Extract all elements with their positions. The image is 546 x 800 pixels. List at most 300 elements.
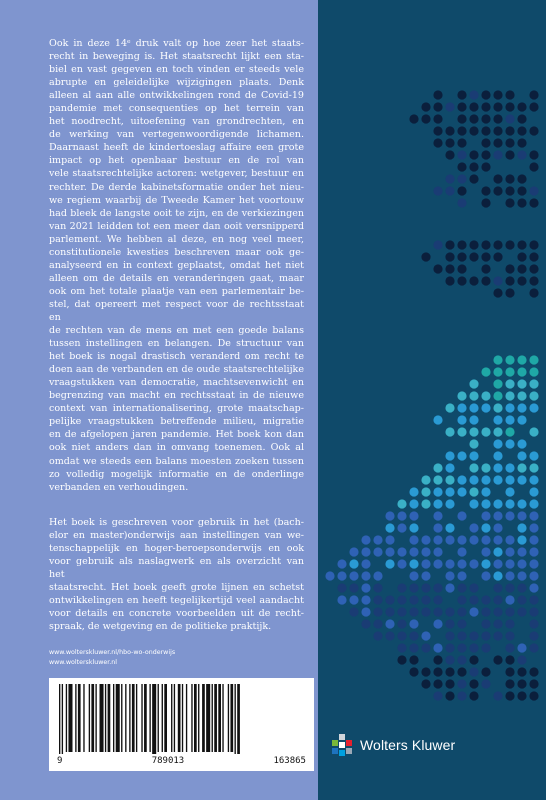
pattern-dot [469,102,478,111]
pattern-dot [457,252,466,261]
pattern-dot [421,679,430,688]
pattern-dot [529,150,538,159]
pattern-dot [493,391,502,400]
pattern-dot [517,535,526,544]
barcode-bar [91,684,94,752]
barcode-bar [125,684,126,752]
pattern-dot [529,547,538,556]
barcode-bar [66,684,67,752]
blurb-line: recht in beweging is. Het staatsrecht lijkt een sta- [49,51,304,63]
pattern-dot [409,571,418,580]
blurb-line: we regiem waarbij de Tweede Kamer het voortouw [49,194,304,206]
pattern-dot [457,643,466,652]
pattern-dot [421,535,430,544]
pattern-dot [517,102,526,111]
pattern-dot [445,619,454,628]
pattern-dot [373,571,382,580]
pattern-dot [481,198,490,207]
barcode-bar [68,684,72,752]
pattern-dot [421,571,430,580]
pattern-dot [433,240,442,249]
pattern-dot [505,102,514,111]
barcode-bars [59,684,304,754]
pattern-dot [409,114,418,123]
blurb-line: begrenzing van macht en rechtsstaat in de nieuwe [49,390,304,402]
pattern-dot [445,186,454,195]
pattern-dot [529,427,538,436]
pattern-dot [457,150,466,159]
url-hbo-wo[interactable]: www.wolterskluwer.nl/hbo-wo-onderwijs [49,649,176,656]
pattern-dot [529,403,538,412]
blurb-line: Het boek is geschreven voor gebruik in het (bach- [49,517,304,528]
blurb-line: staatsrecht. Het boek geeft grote lijnen en schetst [49,582,304,594]
pattern-dot [433,607,442,616]
pattern-dot [397,583,406,592]
pattern-dot [493,523,502,532]
pattern-dot [433,691,442,700]
pattern-dot [469,535,478,544]
pattern-dot [517,252,526,261]
pattern-dot [505,403,514,412]
barcode-bar [78,684,81,752]
pattern-dot [469,403,478,412]
pattern-dot [505,547,514,556]
pattern-dot [457,583,466,592]
pattern-dot [469,583,478,592]
pattern-dot [505,583,514,592]
pattern-dot [409,595,418,604]
isbn-group-2: 163865 [273,756,306,766]
pattern-dot [457,535,466,544]
pattern-dot [493,355,502,364]
barcode-bar [194,684,197,752]
pattern-dot [529,475,538,484]
pattern-dot [481,595,490,604]
pattern-dot [433,511,442,520]
pattern-dot [469,451,478,460]
pattern-dot [457,487,466,496]
pattern-dot [493,583,502,592]
pattern-dot [529,463,538,472]
pattern-dot [445,523,454,532]
barcode-bar [178,684,181,752]
blurb-line: de werking van vertegenwoordigende lichamen. [49,129,304,141]
pattern-dot [445,643,454,652]
pattern-dot [445,607,454,616]
pattern-dot [529,126,538,135]
blurb-line: het boek is nogal drastisch veranderd om recht te [49,351,304,363]
pattern-dot [457,391,466,400]
publisher-name: Wolters Kluwer [360,737,456,753]
pattern-dot [505,691,514,700]
pattern-dot [529,240,538,249]
pattern-dot [433,679,442,688]
pattern-dot [409,583,418,592]
pattern-dot [445,403,454,412]
pattern-dot [445,264,454,273]
pattern-dot [469,415,478,424]
pattern-dot [529,264,538,273]
pattern-dot [493,367,502,376]
pattern-dot [493,655,502,664]
pattern-dot [397,595,406,604]
pattern-dot [517,595,526,604]
pattern-dot [481,126,490,135]
pattern-dot [529,90,538,99]
pattern-dot [481,114,490,123]
barcode-bar [89,684,90,752]
pattern-dot [493,451,502,460]
pattern-dot [457,655,466,664]
pattern-dot [457,90,466,99]
pattern-dot [469,487,478,496]
pattern-dot [349,607,358,616]
blurb-line: pandemie met consequenties op het terrein van [49,103,304,115]
pattern-dot [361,559,370,568]
pattern-dot [421,252,430,261]
pattern-dot [517,379,526,388]
pattern-dot [397,619,406,628]
barcode-bar [132,684,135,752]
pattern-dot [505,571,514,580]
pattern-dot [505,367,514,376]
pattern-dot [493,102,502,111]
pattern-dot [517,559,526,568]
blurb-line: alleen al aan alle ontwikkelingen rond de Covid-19 [49,90,304,102]
pattern-dot [469,439,478,448]
pattern-dot [469,90,478,99]
pattern-dot [409,487,418,496]
pattern-dot [445,571,454,580]
pattern-dot [397,655,406,664]
pattern-dot [469,391,478,400]
pattern-dot [481,619,490,628]
pattern-dot [397,643,406,652]
pattern-dot [517,523,526,532]
pattern-dot [457,679,466,688]
pattern-dot [481,367,490,376]
pattern-dot [481,523,490,532]
blurb-line: spraak, de wetgeving en de politieke praktijk. [49,621,272,633]
pattern-dot [517,463,526,472]
pattern-dot [517,583,526,592]
blurb-line: rechter. De derde kabinetsformatie onder het nieu- [49,181,304,193]
pattern-dot [481,631,490,640]
blurb-line: elor en master)onderwijs aan instellingen van we- [49,530,304,542]
blurb-line: impact op het openbaar bestuur en de rol van [49,155,304,167]
pattern-dot [457,126,466,135]
pattern-dot [469,240,478,249]
pattern-dot [481,90,490,99]
pattern-dot [445,667,454,676]
pattern-dot [421,499,430,508]
blurb-line: ontwikkelingen en heeft tegelijkertijd veel aandacht [49,595,304,607]
pattern-dot [493,547,502,556]
pattern-dot [469,126,478,135]
pattern-dot [361,595,370,604]
pattern-dot [505,535,514,544]
pattern-dot [433,667,442,676]
pattern-dot [505,391,514,400]
pattern-dot [433,487,442,496]
blurb-line: stel, dat opereert met respect voor de rechtsstaat en [49,298,304,323]
pattern-dot [457,667,466,676]
pattern-dot [457,415,466,424]
pattern-dot [457,162,466,171]
pattern-dot [433,535,442,544]
pattern-dot [445,559,454,568]
pattern-dot [493,288,502,297]
pattern-dot [457,571,466,580]
pattern-dot [517,174,526,183]
pattern-dot [457,595,466,604]
pattern-dot [433,186,442,195]
pattern-dot [493,439,502,448]
pattern-dot [457,138,466,147]
pattern-dot [457,114,466,123]
pattern-dot [457,691,466,700]
pattern-dot [517,571,526,580]
pattern-dot [493,559,502,568]
pattern-dot [433,619,442,628]
pattern-dot [385,631,394,640]
pattern-dot [373,583,382,592]
pattern-dot [361,607,370,616]
barcode-bar [121,684,122,752]
pattern-dot [517,355,526,364]
pattern-dot [469,463,478,472]
pattern-dot [457,427,466,436]
pattern-dot [469,150,478,159]
pattern-dot [433,655,442,664]
pattern-dot [445,487,454,496]
pattern-dot [397,631,406,640]
pattern-dot [529,619,538,628]
pattern-dot [481,487,490,496]
blurb-line: van 2021 leidden tot een meer dan ooit versnipperd [49,220,304,232]
pattern-dot [517,186,526,195]
pattern-dot [505,355,514,364]
pattern-dot [361,583,370,592]
barcode-bar [116,684,120,752]
pattern-dot [481,186,490,195]
blurb-line: parlement. We hebben al deze, en nog veel meer, [49,233,304,245]
barcode-bar [222,684,223,752]
pattern-dot [397,559,406,568]
pattern-dot [469,679,478,688]
pattern-dot [349,595,358,604]
pattern-dot [433,264,442,273]
back-cover-right-panel [318,0,546,800]
pattern-dot [481,499,490,508]
pattern-dot [505,126,514,135]
pattern-dot [421,114,430,123]
isbn-number [49,756,314,766]
pattern-dot [445,631,454,640]
pattern-dot [481,571,490,580]
pattern-dot [481,547,490,556]
pattern-dot [433,643,442,652]
pattern-dot [517,150,526,159]
blurb-line: constitutionele kwesties beschreven maar ook ge- [49,246,304,258]
pattern-dot [445,451,454,460]
pattern-dot [457,198,466,207]
pattern-dot [493,535,502,544]
pattern-dot [517,655,526,664]
pattern-dot [517,691,526,700]
pattern-dot [457,276,466,285]
pattern-dot [481,427,490,436]
blurb-paragraph-2 [49,516,304,633]
pattern-dot [505,595,514,604]
pattern-dot [517,276,526,285]
pattern-dot [469,667,478,676]
barcode-bar [59,684,60,754]
barcode-bar [158,684,159,752]
pattern-dot [529,643,538,652]
pattern-dot [481,607,490,616]
pattern-dot [493,240,502,249]
blurb-paragraph-1 [49,37,304,494]
pattern-dot [529,252,538,261]
pattern-dot [409,511,418,520]
pattern-dot [517,391,526,400]
pattern-dot [457,102,466,111]
pattern-dot [505,643,514,652]
blurb-line: zo volledig mogelijk informatie en de onderlinge [49,468,304,480]
pattern-dot [493,463,502,472]
barcode-bar [174,684,175,752]
pattern-dot [409,559,418,568]
pattern-dot [373,607,382,616]
pattern-dot [457,619,466,628]
pattern-dot [433,499,442,508]
pattern-dot [445,427,454,436]
pattern-dot [397,607,406,616]
pattern-dot [505,439,514,448]
pattern-dot [385,535,394,544]
pattern-dot [325,571,334,580]
pattern-dot [409,643,418,652]
pattern-dot [433,523,442,532]
pattern-dot [505,487,514,496]
pattern-dot [421,643,430,652]
pattern-dot [481,679,490,688]
pattern-dot [529,367,538,376]
pattern-dot [529,355,538,364]
pattern-dot [493,114,502,123]
pattern-dot [517,451,526,460]
blurb-line: Daarnaast heeft de kindertoeslag affaire een grote [49,142,304,154]
pattern-dot [433,595,442,604]
pattern-dot [445,499,454,508]
pattern-dot [445,583,454,592]
barcode-bar [62,684,63,754]
pattern-dot [493,276,502,285]
blurb-line: analyseerd en in context geplaatst, omdat het niet [49,259,304,271]
pattern-dot [361,619,370,628]
pattern-dot [457,607,466,616]
pattern-dot [445,138,454,147]
blurb-line: verbanden en verhoudingen. [49,481,189,493]
pattern-dot [385,595,394,604]
pattern-dot [373,595,382,604]
pattern-dot [517,114,526,123]
pattern-dot [433,547,442,556]
pattern-dot [505,174,514,183]
pattern-dot [493,379,502,388]
pattern-dot [505,475,514,484]
barcode-bar [228,684,229,752]
barcode-bar [206,684,210,752]
pattern-dot [349,571,358,580]
pattern-dot [397,547,406,556]
barcode-bar [162,684,163,752]
barcode-bar [214,684,217,752]
blurb-line: het noodrecht, uitoefening van grondrechten, en [49,116,304,128]
pattern-dot [397,523,406,532]
pattern-dot [469,162,478,171]
pattern-dot [505,198,514,207]
pattern-dot [421,583,430,592]
pattern-dot [385,511,394,520]
pattern-dot [421,667,430,676]
pattern-dot [457,475,466,484]
pattern-dot [409,631,418,640]
pattern-dot [469,114,478,123]
pattern-dot [493,252,502,261]
pattern-dot [445,535,454,544]
pattern-dot [421,487,430,496]
pattern-dot [421,102,430,111]
pattern-dot [481,535,490,544]
barcode-bar [129,684,130,752]
pattern-dot [457,559,466,568]
pattern-dot [529,667,538,676]
pattern-dot [445,691,454,700]
pattern-dot [457,174,466,183]
pattern-dot [493,619,502,628]
pattern-dot [529,499,538,508]
pattern-dot [409,499,418,508]
pattern-dot [409,535,418,544]
blurb-line: biel en vast gegeven en toch vinden er steeds vele [49,64,304,76]
url-main[interactable]: www.wolterskluwer.nl [49,659,118,666]
pattern-dot [409,547,418,556]
barcode-bar [171,684,172,752]
pattern-dot [529,288,538,297]
pattern-dot [481,276,490,285]
pattern-dot [529,186,538,195]
pattern-dot [481,240,490,249]
pattern-dot [493,475,502,484]
pattern-dot [457,547,466,556]
pattern-dot [337,595,346,604]
pattern-dot [481,403,490,412]
blurb-line: voor gebruik als naslagwerk en als overzicht van het [49,556,304,581]
pattern-dot [337,583,346,592]
pattern-dot [337,559,346,568]
dot-pattern [318,0,546,800]
pattern-dot [445,655,454,664]
pattern-dot [529,451,538,460]
blurb-line: had bleek de langste ooit te zijn, en de verkiezingen [49,207,304,219]
blurb-line: alleen om de details en veranderingen gaat, maar [49,272,304,284]
barcode-bar [198,684,199,752]
blurb-line: tussen instellingen en belangen. De structuur van [49,338,304,350]
pattern-dot [505,379,514,388]
pattern-dot [505,679,514,688]
